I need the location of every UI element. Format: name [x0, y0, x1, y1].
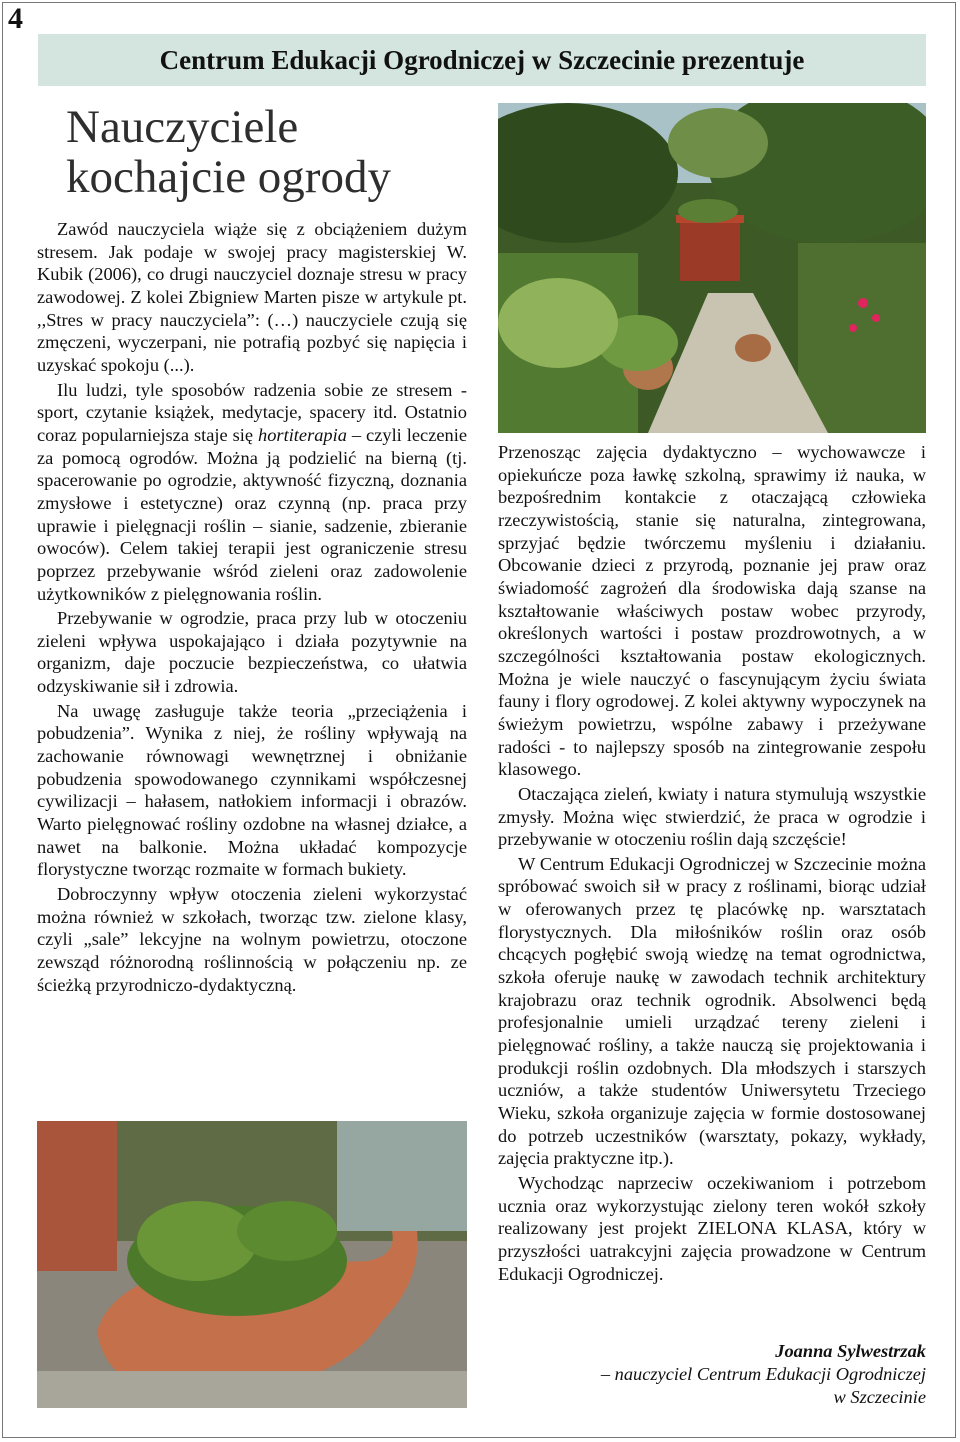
paragraph: Otaczająca zieleń, kwiaty i natura stymulują wszystkie zmysły. Można więc stwierdzić, że praca w ogrodzie i przebywanie w otoczeniu roślin dają szczęście!: [498, 783, 926, 850]
paragraph-text: – czyli leczenie za pomocą ogrodów. Można ją podzielić na bierną (tj. spacerowanie po ogrodzie, aktywność fizyczną, doznania zmysłowe i estetyczne) oraz czynną (np. praca przy uprawie i pielęgnacji roślin – sianie, sadzenie, zbieranie owoców). Celem takiej terapii jest ograniczenie stresu poprzez przebywanie wśród zieleni oraz zadowolenie użytkowników z pielęgnowania roślin.: [37, 424, 467, 604]
author-place: w Szczecinie: [833, 1387, 926, 1407]
author-name: Joanna Sylwestrzak: [775, 1341, 926, 1361]
paragraph: Zawód nauczyciela wiąże się z obciążeniem dużym stresem. Jak podaje w swojej pracy magisterskiej W. Kubik (2006), co drugi nauczyciel doznaje stresu w pracy zawodowej. Z kolei Zbigniew Marten pisze w artykule pt. ,,Stres w pracy nauczyciela”: (…) nauczyciele czują się zmęczeni, wyczerpani, nie potrafią pozbyć się napięcia i uzyskać spokoju (...).: [37, 219, 467, 375]
author-role: – nauczyciel Centrum Edukacji Ogrodniczej: [600, 1364, 926, 1384]
author-signature: [496, 1340, 926, 1409]
paragraph: Wychodząc naprzeciw oczekiwaniom i potrzebom ucznia oraz wykorzystując zielony teren wokół szkoły realizowany jest projekt ZIELONA KLASA, który w przyszłości uatrakcyjni zajęcia prowadzone w Centrum Edukacji Ogrodniczej.: [498, 1173, 926, 1284]
left-column: [37, 218, 467, 998]
paragraph: Na uwagę zasługuje także teoria „przeciążenia i pobudzenia”. Wynika z niej, że rośliny wpływają na zachowanie równowagi wewnętrznej i obniżanie pobudzenia spowodowanego czynnikami współczesnej cywilizacji – hałasem, natłokiem informacji i obrazów. Warto pielęgnować rośliny ozdobne na własnej działce, a nawet na balkonie. Można układać kompozycje florystyczne tworząc rozmaite w formach bukiety.: [37, 700, 467, 880]
paragraph-text: Ilu ludzi, tyle sposobów radzenia sobie ze stresem - sport, czytanie książek, medytacje, spacery itd. Ostatnio coraz popularniejsza staje się: [37, 379, 467, 445]
paragraph: W Centrum Edukacji Ogrodniczej w Szczecinie można spróbować swoich sił w pracy z roślinami, biorąc udział w oferowanych przez tę placówkę np. warsztatach florystycznych. Dla miłośników roślin oraz osób chcących pogłębić swoją wiedzę na temat ogrodnictwa, szkoła oferuje naukę w zawodach technik architektury krajobrazu oraz technik ogrodnik. Absolwenci będą profesjonalnie umieli urządzać tereny zieleni i pielęgnować rośliny, a także nauczą się projektowania i produkcji roślin ozdobnych. Dla młodszych i starszych uczniów, a także studentów Uniwersytetu Trzeciego Wieku, szkoła organizuje zajęcia w formie dostosowanej do potrzeb uczestników (warsztaty, pokazy, wykłady, zajęcia praktyczne itp.).: [498, 853, 926, 1169]
article-title: [66, 102, 466, 202]
italic-term: hortiterapia: [258, 424, 347, 445]
section-banner: [38, 34, 926, 86]
paragraph: Przenosząc zajęcia dydaktyczno – wychowawcze i opiekuńcze poza ławkę szkolną, sprawimy iż nauka, w bezpośrednim kontakcie z otaczającą człowieka rzeczywistością, stanie się naturalna, zintegrowana, sprzyjać będzie twórczemu myśleniu i działaniu. Obcowanie dzieci z przyrodą, poznanie jej praw oraz świadomość zagrożeń dla środowiska dają szanse na kształtowanie właściwych postaw wobec przyrody, określonych wartości i postaw prozdrowotnych, a w szczególności kształtowania postaw ekologicznych. Można je wiele nauczyć o fascynującym życiu świata fauny i flory ogrodowej. Z kolei aktywny wypoczynek na świeżym powietrzu, wspólne zabawy i przeżywane radości - to najlepszy sposób na zintegrowanie zespołu klasowego.: [498, 442, 926, 780]
paragraph: Dobroczynny wpływ otoczenia zieleni wykorzystać można również w szkołach, tworząc tzw. zielone klasy, czyli „sale” lekcyjne na wolnym powietrzu, otoczone zewsząd różnorodną roślinnością w połączeniu np. ze ścieżką przyrodniczo-dydaktyczną.: [37, 884, 467, 995]
banner-text: Centrum Edukacji Ogrodniczej w Szczecinie prezentuje: [159, 44, 805, 75]
paragraph: [37, 379, 467, 606]
right-column: [498, 441, 926, 1287]
title-line-2: kochajcie ogrody: [66, 151, 391, 203]
garden-path-photo: [498, 103, 926, 433]
page-number: 4: [8, 2, 23, 35]
paragraph: Przebywanie w ogrodzie, praca przy lub w otoczeniu zieleni wpływa uspokajająco i działa pozytywnie na organizm, daje poczucie bezpieczeństwa, co ułatwia odzyskiwanie sił i zdrowia.: [37, 608, 467, 697]
title-line-1: Nauczyciele: [66, 101, 299, 153]
terracotta-pot-herbs-photo: [37, 1121, 467, 1408]
